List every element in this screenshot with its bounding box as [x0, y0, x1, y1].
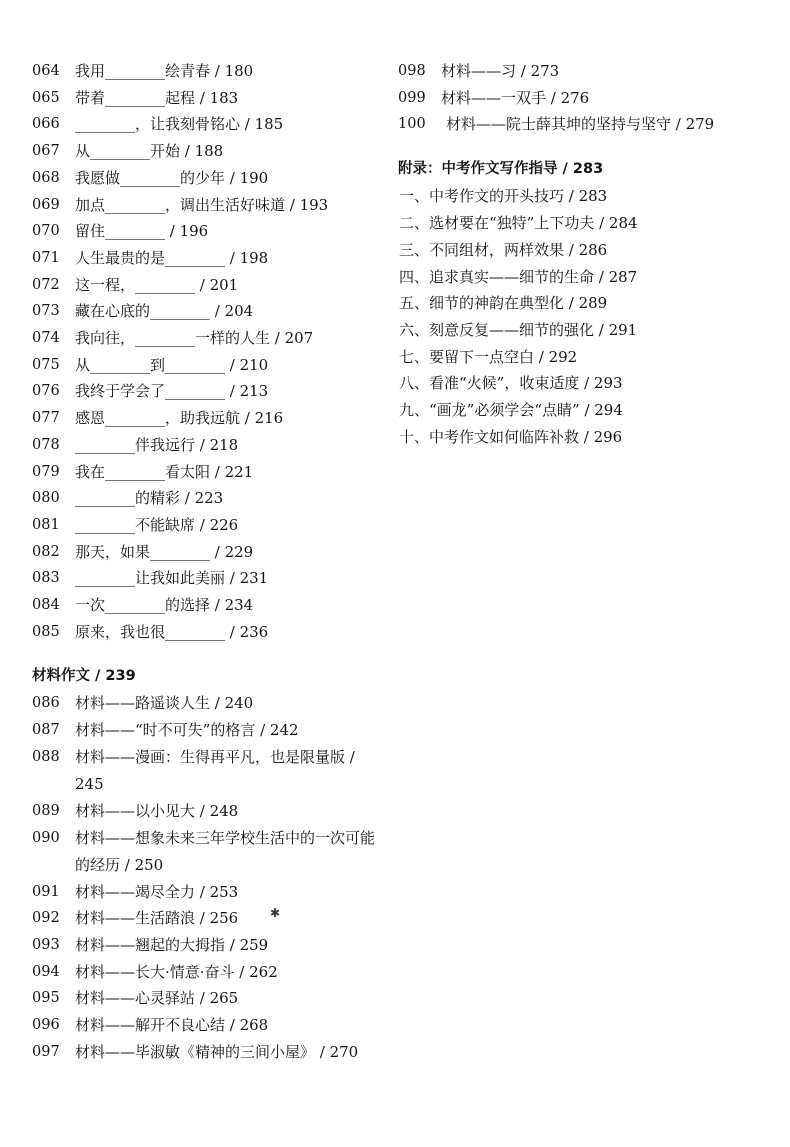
right-column	[398, 58, 768, 450]
toc-entry	[32, 744, 382, 798]
appendix-item: 六、刻意反复——细节的强化 / 291	[399, 320, 638, 339]
entry-title: 从________开始 / 188	[75, 142, 224, 161]
entry-title: 原来，我也很________ / 236	[75, 622, 269, 641]
toc-entry	[32, 111, 382, 138]
entry-title: 人生最贵的是________ / 198	[75, 248, 269, 267]
entry-title: 材料——毕淑敏《精神的三间小屋》 / 270	[75, 1042, 359, 1061]
entry-number: 065	[32, 89, 60, 106]
entries-continued	[398, 58, 768, 138]
entry-title: 材料——长大·情意·奋斗 / 262	[75, 962, 278, 981]
entry-number: 092	[32, 910, 60, 927]
entry-title: 材料——翘起的大拇指 / 259	[75, 935, 269, 954]
appendix-item: 二、选材要在“独特”上下功夫 / 284	[399, 214, 638, 233]
toc-entry	[32, 272, 382, 299]
section-heading-material-essay: 材料作文 / 239	[32, 668, 136, 685]
entry-number: 075	[32, 356, 60, 373]
entry-number: 064	[32, 63, 60, 79]
entry-number: 068	[32, 169, 60, 186]
entry-number: 077	[32, 410, 60, 427]
entry-number: 083	[32, 570, 60, 587]
entry-number: 074	[32, 330, 60, 347]
entry-number: 067	[32, 143, 60, 160]
entry-number: 094	[32, 963, 60, 980]
entry-title: 材料——竭尽全力 / 253	[75, 882, 239, 901]
toc-entry	[32, 1012, 382, 1039]
toc-entry	[32, 192, 382, 219]
entry-title: 材料——解开不良心结 / 268	[75, 1016, 269, 1035]
toc-entry	[32, 798, 382, 825]
entry-title: 我用________绘青春 / 180	[75, 62, 254, 80]
entry-title: 一次________的选择 / 234	[75, 596, 254, 615]
entry-title: 材料——漫画：生得再平凡，也是限量版 / 245	[75, 747, 360, 793]
appendix-item: 三、不同组材，两样效果 / 286	[399, 240, 608, 259]
entry-title: 留住________ / 196	[75, 222, 209, 241]
entry-title: 材料——“时不可失”的格言 / 242	[75, 721, 299, 740]
toc-entry	[398, 111, 768, 138]
entries-part1	[32, 58, 382, 645]
entry-number: 078	[32, 436, 60, 453]
entry-title: 材料——想象未来三年学校生活中的一次可能的经历 / 250	[75, 828, 376, 874]
entry-title: 藏在心底的________ / 204	[75, 302, 254, 321]
entry-title: 材料——院士薛其坤的坚持与坚守 / 279	[446, 115, 715, 134]
entry-number: 089	[32, 802, 60, 819]
entry-title: 我终于学会了________ / 213	[75, 382, 269, 401]
entry-number: 088	[32, 748, 60, 765]
entry-number: 097	[32, 1043, 60, 1060]
entry-number: 071	[32, 249, 60, 266]
toc-entry	[32, 905, 382, 932]
entry-number: 093	[32, 936, 60, 953]
entry-number: 084	[32, 597, 60, 614]
entry-title: 那天，如果________ / 229	[75, 542, 254, 561]
toc-entry	[32, 985, 382, 1012]
entry-title: 这一程，________ / 201	[75, 275, 239, 294]
entry-title: ________伴我远行 / 218	[75, 435, 239, 454]
entry-title: 感恩________，助我远航 / 216	[75, 409, 284, 428]
toc-entry	[398, 85, 768, 112]
entry-title: 材料——心灵驿站 / 265	[75, 989, 239, 1008]
entry-title: 我向往，________一样的人生 / 207	[75, 329, 314, 348]
entry-number: 090	[32, 829, 60, 846]
entry-title: 从________到________ / 210	[75, 355, 269, 374]
entry-number: 076	[32, 383, 60, 400]
toc-entry	[32, 58, 382, 85]
entry-title: 材料——路遥谈人生 / 240	[75, 694, 254, 713]
toc-entry	[398, 58, 768, 85]
entry-number: 098	[398, 63, 426, 79]
entry-number: 079	[32, 463, 60, 480]
entry-number: 099	[398, 89, 426, 106]
toc-entry	[32, 1039, 382, 1066]
toc-entry	[32, 165, 382, 192]
entry-title: ________让我如此美丽 / 231	[75, 569, 269, 588]
toc-entry	[32, 879, 382, 906]
entry-number: 080	[32, 490, 60, 507]
appendix-heading: 附录：中考作文写作指导 / 283	[398, 161, 604, 178]
entry-title: 材料——一双手 / 276	[441, 88, 590, 107]
toc-entry	[32, 619, 382, 646]
entry-title: ________，让我刻骨铭心 / 185	[75, 115, 284, 134]
entries-part2	[32, 690, 382, 1065]
toc-entry	[32, 825, 382, 879]
entry-number: 100	[398, 116, 426, 133]
entry-number: 069	[32, 196, 60, 213]
appendix-item: 四、追求真实——细节的生命 / 287	[399, 267, 638, 286]
toc-entry	[32, 592, 382, 619]
entry-title: ________不能缺席 / 226	[75, 515, 239, 534]
entry-title: 带着________起程 / 183	[75, 88, 239, 107]
toc-entry	[32, 539, 382, 566]
appendix-item: 七、要留下一点空白 / 292	[399, 347, 578, 366]
entry-number: 066	[32, 116, 60, 133]
toc-entry	[32, 959, 382, 986]
toc-entry	[32, 512, 382, 539]
appendix-item: 九、“画龙”必须学会“点睛” / 294	[399, 401, 623, 420]
toc-entry	[32, 218, 382, 245]
toc-entry	[32, 459, 382, 486]
entry-title: 材料——习 / 273	[441, 62, 560, 80]
appendix-list	[398, 183, 768, 450]
entry-number: 070	[32, 223, 60, 240]
toc-entry	[32, 565, 382, 592]
entry-title: 材料——以小见大 / 248	[75, 801, 239, 820]
toc-entry	[32, 378, 382, 405]
entry-title: 我在________看太阳 / 221	[75, 462, 254, 481]
entry-number: 086	[32, 695, 60, 712]
entry-number: 072	[32, 276, 60, 293]
entry-number: 095	[32, 990, 60, 1007]
appendix-item: 八、看准“火候”，收束适度 / 293	[399, 374, 623, 393]
toc-entry	[32, 717, 382, 744]
entry-number: 096	[32, 1017, 60, 1034]
toc-entry	[32, 85, 382, 112]
toc-entry	[32, 690, 382, 717]
entry-number: 087	[32, 722, 60, 739]
entry-number: 082	[32, 543, 60, 560]
entry-title: 材料——生活踏浪 / 256	[75, 909, 239, 928]
toc-entry	[32, 325, 382, 352]
entry-title: 加点________，调出生活好味道 / 193	[75, 195, 329, 214]
toc-entry	[32, 432, 382, 459]
entry-number: 091	[32, 883, 60, 900]
toc-entry	[32, 932, 382, 959]
entry-number: 073	[32, 303, 60, 320]
toc-entry	[32, 352, 382, 379]
toc-entry	[32, 138, 382, 165]
toc-entry	[32, 245, 382, 272]
left-column	[32, 58, 382, 1066]
toc-entry	[32, 298, 382, 325]
print-speck: ✱	[270, 906, 281, 920]
toc-entry	[32, 485, 382, 512]
appendix-item: 一、中考作文的开头技巧 / 283	[399, 187, 608, 206]
appendix-item: 五、细节的神韵在典型化 / 289	[399, 294, 608, 313]
appendix-item: 十、中考作文如何临阵补救 / 296	[399, 427, 623, 446]
entry-number: 085	[32, 623, 60, 640]
entry-title: ________的精彩 / 223	[75, 489, 224, 508]
entry-title: 我愿做________的少年 / 190	[75, 168, 269, 187]
entry-number: 081	[32, 516, 60, 533]
toc-entry	[32, 405, 382, 432]
